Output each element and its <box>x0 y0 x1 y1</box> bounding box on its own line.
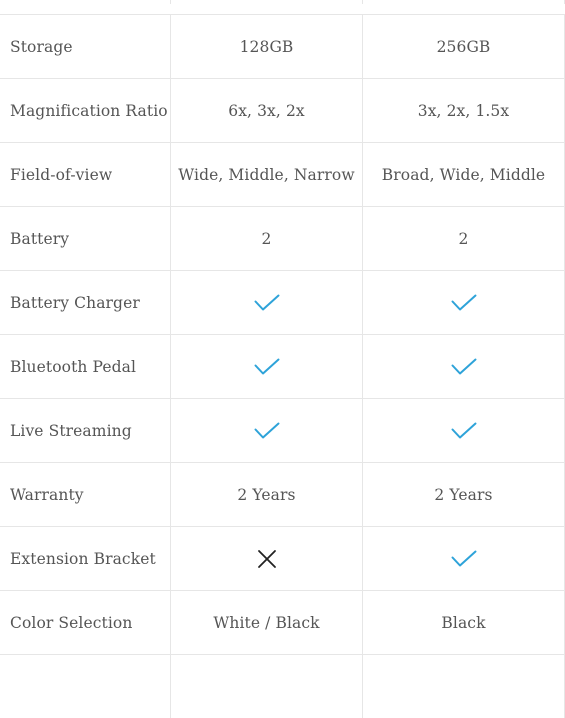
feature-value: White / Black <box>171 591 363 654</box>
table-row <box>0 78 565 142</box>
table-row <box>0 0 565 4</box>
check-icon <box>451 550 477 568</box>
check-icon <box>254 358 280 376</box>
feature-label: Color Selection <box>0 591 171 654</box>
feature-label: Magnification Ratio <box>0 79 171 142</box>
table-row <box>0 398 565 462</box>
feature-value <box>363 0 565 4</box>
feature-label: Field-of-view <box>0 143 171 206</box>
table-row <box>0 270 565 334</box>
feature-value <box>171 0 363 4</box>
cross-icon <box>257 549 277 569</box>
feature-value-cell <box>171 271 363 334</box>
feature-value: 2 <box>171 207 363 270</box>
feature-label: Warranty <box>0 463 171 526</box>
feature-value-cell <box>363 335 565 398</box>
check-icon <box>254 422 280 440</box>
feature-value: Black <box>363 591 565 654</box>
table-row <box>0 334 565 398</box>
feature-label <box>0 655 171 718</box>
feature-value: 128GB <box>171 15 363 78</box>
feature-label: Battery Charger <box>0 271 171 334</box>
feature-value-cell <box>363 271 565 334</box>
feature-value-cell <box>363 399 565 462</box>
feature-label <box>0 0 171 4</box>
feature-value: 2 Years <box>171 463 363 526</box>
table-row <box>0 14 565 78</box>
feature-value: Broad, Wide, Middle <box>363 143 565 206</box>
table-row <box>0 590 565 654</box>
feature-value: Wide, Middle, Narrow <box>171 143 363 206</box>
feature-value: 256GB <box>363 15 565 78</box>
table-row <box>0 654 565 718</box>
feature-label: Live Streaming <box>0 399 171 462</box>
feature-value-cell <box>363 527 565 590</box>
check-icon <box>254 294 280 312</box>
feature-value-cell <box>171 527 363 590</box>
feature-value: 2 Years <box>363 463 565 526</box>
feature-value <box>363 655 565 718</box>
feature-value <box>171 655 363 718</box>
table-row <box>0 462 565 526</box>
feature-label: Storage <box>0 15 171 78</box>
feature-label: Battery <box>0 207 171 270</box>
table-row <box>0 526 565 590</box>
check-icon <box>451 294 477 312</box>
feature-label: Extension Bracket <box>0 527 171 590</box>
feature-value-cell <box>171 399 363 462</box>
feature-value: 6x, 3x, 2x <box>171 79 363 142</box>
feature-value: 2 <box>363 207 565 270</box>
feature-value-cell <box>171 335 363 398</box>
check-icon <box>451 358 477 376</box>
table-row <box>0 142 565 206</box>
check-icon <box>451 422 477 440</box>
feature-value: 3x, 2x, 1.5x <box>363 79 565 142</box>
table-row <box>0 206 565 270</box>
feature-label: Bluetooth Pedal <box>0 335 171 398</box>
